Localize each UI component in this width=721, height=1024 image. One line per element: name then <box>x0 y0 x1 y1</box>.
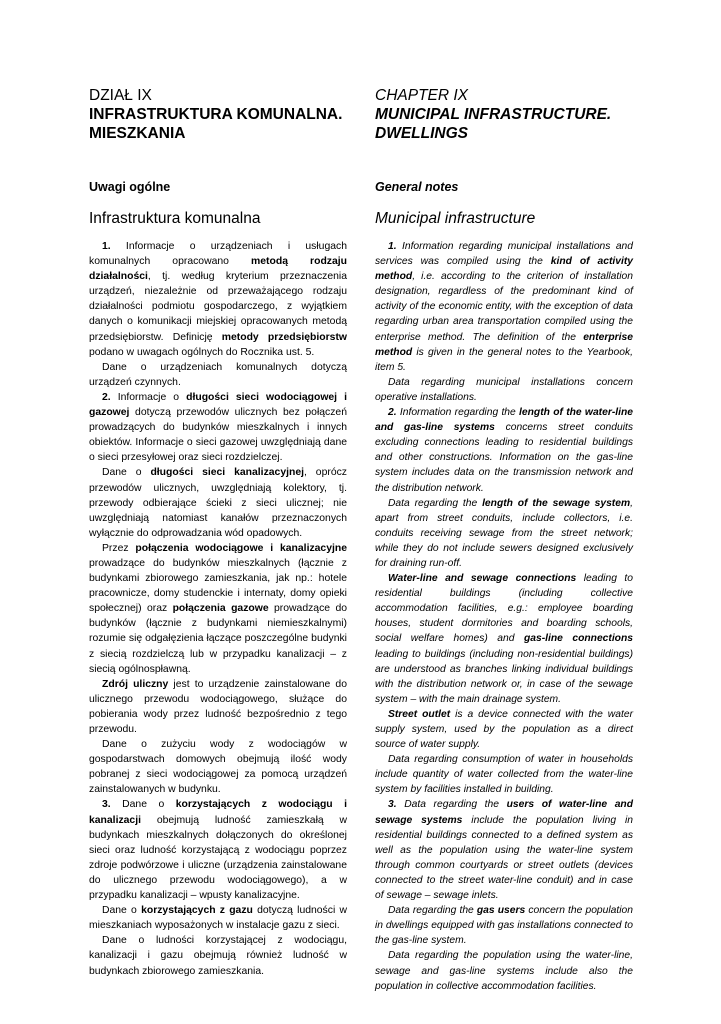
text-run: , oprócz przewodów ulicznych, uwzględniają kolektory, tj. przewody odbierające ścieki z sieci ulicznej; nie uwzględniają natomiast kanałów przeznaczonych wyłącznie do odprowadzania wód opadowych. <box>89 467 347 539</box>
text-run: Dane o urządzeniach komunalnych dotyczą urządzeń czynnych. <box>89 361 347 388</box>
chapter-label: CHAPTER IX <box>375 87 469 104</box>
text-run: Przez <box>102 542 136 554</box>
chapter-heading <box>89 86 347 143</box>
text-run: leading to buildings (including non-residential buildings) are understood as branches linking individual buildings with the distribution network or, in case of the sewage system – with the main drainage system. <box>375 648 633 705</box>
paragraph <box>89 903 347 933</box>
text-run: podano w uwagach ogólnych do Rocznika ust. 5. <box>89 346 315 358</box>
text-run: Information regarding the <box>396 407 520 419</box>
paragraph <box>375 707 633 752</box>
bold-term: kind of activity method <box>375 256 633 283</box>
text-run: Data regarding the population using the water-line, sewage and gas-line systems include also the population in collective accommodation facilities. <box>375 950 633 992</box>
paragraph <box>89 737 347 797</box>
bold-term: korzystających z gazu <box>141 905 253 917</box>
text-run: Dane o zużyciu wody z wodociągów w gospodarstwach domowych obejmują ilość wody pobranej z sieci wodociągowej za pomocą urządzeń zainstalowanych w budynku. <box>89 739 347 796</box>
text-run: , apart from street conduits, include collectors, i.e. conduits receiving sewage from the street network; while they do not include sewers designed exclusively for draining run-off. <box>375 497 633 569</box>
text-run: Data regarding the <box>396 799 507 811</box>
paragraph <box>89 390 347 465</box>
chapter-title-line-2: MIESZKANIA <box>89 125 186 142</box>
text-run: concerns street conduits excluding connections leading to residential buildings and other constructions. Information on the gas-line system includes data on the transmission network and the distribution network. <box>375 422 633 494</box>
bold-term: 2. <box>388 407 397 419</box>
bold-term: Street outlet <box>388 708 451 720</box>
text-run: Dane o ludności korzystającej z wodociągu, kanalizacji i gazu obejmują również ludność w budynkach zbiorowego zamieszkania. <box>89 935 347 977</box>
paragraph <box>89 360 347 390</box>
text-run: Dane o <box>102 467 151 479</box>
paragraph <box>375 948 633 993</box>
paragraph <box>375 571 633 707</box>
paragraph <box>89 239 347 360</box>
bold-term: users of water-line and sewage systems <box>375 799 634 826</box>
text-run: is a device connected with the water supply system, used by the population as a direct source of water supply. <box>375 708 633 751</box>
text-run: Informacje o urządzeniach i usługach komunalnych opracowano <box>89 241 347 268</box>
bold-term: 2. <box>102 391 111 403</box>
text-run: leading to residential buildings (including collective accommodation facilities, e.g.: employee boarding houses, student dormitories and boarding schools, social welfare homes) and <box>375 573 633 645</box>
subheading: Uwagi ogólne <box>89 180 171 194</box>
bold-term: połączenia wodociągowe i kanalizacyjne <box>135 542 347 554</box>
bold-term: połączenia gazowe <box>172 603 269 615</box>
paragraph <box>375 405 633 496</box>
paragraph <box>375 239 633 375</box>
text-run: Dane o <box>102 905 142 917</box>
bold-term: enterprise method <box>375 331 633 358</box>
text-run: , i.e. according to the criterion of installation designation, regardless of the predominant kind of activity of the economic entity, with the exception of data regarding urban area transportation compiled using the enterprise method. The definition of the <box>375 271 633 343</box>
bold-term: 3. <box>388 799 397 811</box>
bold-term: gas-line connections <box>523 633 633 645</box>
subheading: General notes <box>375 180 459 194</box>
section-heading: Municipal infrastructure <box>375 210 536 227</box>
paragraph <box>89 677 347 737</box>
body-text <box>89 239 347 979</box>
polish-column <box>89 86 347 979</box>
paragraph <box>375 752 633 797</box>
paragraph <box>89 541 347 677</box>
paragraph <box>375 496 633 571</box>
bold-term: length of the water-line and gas-line systems <box>375 407 633 434</box>
paragraph <box>89 933 347 978</box>
text-run: dotyczą ludności w mieszkaniach wyposażonych w instalacje gazu z sieci. <box>89 905 347 932</box>
text-run: Dane o <box>110 799 176 811</box>
text-run: prowadzące do budynków mieszkalnych (łącznie z budynkami zbiorowego zamieszkania, jak np.: hotele pracownicze, domy studenckie i internaty, domy opieki społecznej) oraz <box>89 557 347 615</box>
text-run: obejmują ludność zamieszkałą w budynkach mieszkalnych dołączonych do określonej sieci oraz ludność korzystającą z wodociągu poprzez zdroje podwórzowe i uliczne (urządzenia zainstalowane do ulicznego przewodu wodociągowego), a w przypadku kanalizacji – wpusty kanalizacyjne. <box>89 814 347 902</box>
bold-term: długości sieci kanalizacyjnej <box>150 467 304 479</box>
body-text <box>375 239 633 994</box>
bold-term: gas users <box>476 905 526 917</box>
text-run: Data regarding municipal installations concern operative installations. <box>375 376 633 403</box>
chapter-label: DZIAŁ IX <box>89 87 152 104</box>
text-run: concern the population in dwellings equipped with gas installations connected to the gas-line system. <box>375 905 633 947</box>
bold-term: 1. <box>388 241 397 252</box>
paragraph <box>89 797 347 903</box>
bold-term: metody przedsiębiorstw <box>221 331 347 343</box>
paragraph <box>375 797 633 903</box>
paragraph <box>375 375 633 405</box>
chapter-title-line-1: MUNICIPAL INFRASTRUCTURE. <box>375 106 612 123</box>
bold-term: Water-line and sewage connections <box>388 573 577 585</box>
text-run: Informacje o <box>110 391 187 403</box>
text-run: , tj. według kryterium przeznaczenia urządzeń, niezależnie od przeważającego rodzaju działalności podmiotu gospodarczego, z wyjątkiem danych o komunikacji miejskiej opracowanych metodą przedsiębiorstw. Definicję <box>89 271 347 343</box>
paragraph <box>375 903 633 948</box>
text-run: Data regarding the <box>388 905 477 917</box>
text-run: prowadzące do budynków (łącznie z budynkami niemieszkalnymi) rozumie się odgałęzienia łączące poszczególne budynki z siecią rozdzielczą lub w przypadku kanalizacji – z siecią ogólnospławną. <box>89 603 348 675</box>
bold-term: 3. <box>102 799 111 811</box>
chapter-title-line-2: DWELLINGS <box>375 125 468 142</box>
chapter-title-line-1: INFRASTRUKTURA KOMUNALNA. <box>89 106 343 123</box>
bold-term: metodą rodzaju działalności <box>89 256 347 283</box>
text-run: is given in the general notes to the Yearbook, item 5. <box>375 346 633 373</box>
text-run: Data regarding the <box>388 497 483 509</box>
bold-term: Zdrój uliczny <box>102 678 169 690</box>
bold-term: długości sieci wodociągowej i gazowej <box>89 391 348 419</box>
text-run: Information regarding municipal installations and services was compiled using the <box>375 241 633 268</box>
text-run: dotyczą przewodów ulicznych bez połączeń prowadzących do budynków mieszkalnych i innych obiektów. Informacje o sieci gazowej uwzględniają dane o sieci przesyłowej oraz sieci rozdzielczej. <box>89 407 347 464</box>
bold-term: 1. <box>102 241 111 252</box>
bold-term: korzystających z wodociągu i kanalizacji <box>89 799 347 826</box>
paragraph <box>89 465 347 540</box>
text-run: include the population living in residential buildings connected to a defined system as well as the population using the water-line system through common courtyards or street outlets (devices connected to the street water-line conduit) and in case of sewage – sewage inlets. <box>375 814 634 902</box>
chapter-heading <box>375 86 633 143</box>
section-heading: Infrastruktura komunalna <box>89 210 261 227</box>
text-run: jest to urządzenie zainstalowane do ulicznego przewodu wodociągowego, służące do pobierania wody przez ludność bezpośrednio z tego przewodu. <box>89 678 347 735</box>
english-column <box>375 86 633 994</box>
text-run: Data regarding consumption of water in households include quantity of water collected from the water-line system by facilities installed in building. <box>375 754 633 796</box>
bold-term: length of the sewage system <box>482 497 631 509</box>
